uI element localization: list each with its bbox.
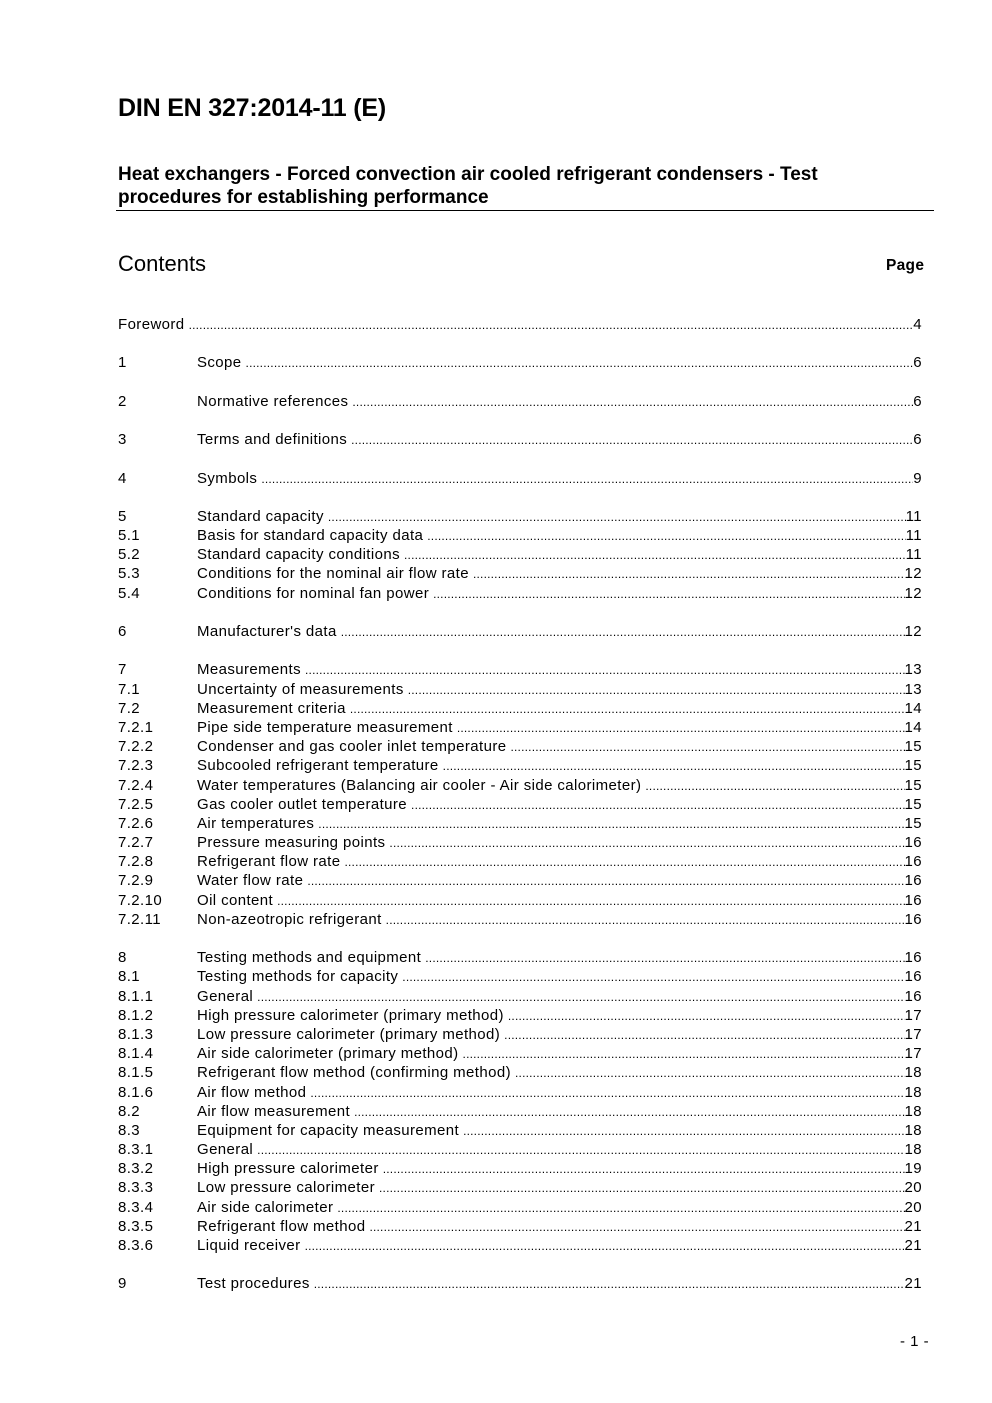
toc-dot-leader: [350, 700, 905, 719]
toc-dot-leader: [383, 1160, 905, 1179]
toc-entry-number: 7.2.3: [118, 757, 154, 775]
toc-entry-page: 21: [904, 1237, 922, 1254]
toc-entry[interactable]: [118, 584, 922, 603]
toc-dot-leader: [425, 949, 904, 968]
toc-entry-title: High pressure calorimeter (primary method): [197, 1006, 504, 1024]
toc-entry[interactable]: [118, 660, 922, 679]
toc-dot-leader: [402, 968, 904, 987]
toc-dot-leader: [379, 1179, 905, 1198]
page-column-label: Page: [886, 257, 925, 274]
toc-entry-title: Liquid receiver: [197, 1237, 301, 1254]
toc-entry[interactable]: [118, 1121, 922, 1140]
toc-entry[interactable]: [118, 948, 922, 967]
toc-entry-title: General: [197, 987, 254, 1005]
toc-entry-number: 7.2: [118, 699, 141, 717]
toc-entry-number: 8.1.5: [118, 1064, 154, 1082]
toc-entry-page: 19: [904, 1160, 922, 1178]
toc-entry-number: 8.3: [118, 1121, 141, 1139]
toc-entry-page: 11: [905, 507, 922, 525]
toc-entry[interactable]: [118, 1006, 922, 1025]
toc-entry-title: Symbols: [197, 469, 258, 487]
toc-entry-page: 14: [904, 699, 922, 717]
toc-entry-page: 16: [904, 949, 922, 967]
toc-entry-number: 5: [118, 507, 127, 525]
toc-entry-title: Non-azeotropic refrigerant: [197, 910, 382, 928]
toc-entry-number: 5.2: [118, 546, 141, 564]
toc-entry-title: Air flow method: [197, 1083, 307, 1101]
toc-entry[interactable]: [118, 718, 922, 737]
toc-entry[interactable]: [118, 1236, 922, 1255]
toc-entry[interactable]: [118, 910, 922, 929]
toc-entry[interactable]: [118, 353, 922, 372]
toc-entry-number: 5.1: [118, 527, 141, 545]
toc-entry-page: 17: [904, 1006, 922, 1024]
toc-entry-title: Testing methods for capacity: [197, 968, 399, 986]
toc-entry-page: 15: [904, 738, 922, 756]
toc-entry-title: Terms and definitions: [197, 431, 348, 449]
toc-entry-title: Oil content: [197, 891, 274, 909]
toc-dot-leader: [352, 393, 913, 412]
toc-dot-leader: [515, 1064, 905, 1083]
toc-entry-title: Test procedures: [197, 1275, 310, 1293]
toc-dot-leader: [277, 892, 904, 911]
toc-entry-title: Water flow rate: [197, 872, 304, 890]
toc-entry-number: 8.3.6: [118, 1237, 154, 1254]
toc-entry-number: 7.2.11: [118, 910, 161, 928]
toc-dot-leader: [443, 757, 905, 776]
toc-entry-title: Air temperatures: [197, 814, 315, 832]
toc-entry-page: 6: [913, 431, 922, 449]
toc-entry[interactable]: [118, 756, 922, 775]
toc-entry[interactable]: [118, 1178, 922, 1197]
toc-dot-leader: [457, 719, 905, 738]
toc-entry-number: 6: [118, 623, 127, 640]
toc-entry-number: 7.2.9: [118, 872, 154, 890]
toc-entry-title: Standard capacity conditions: [197, 546, 400, 564]
toc-dot-leader: [369, 1218, 904, 1237]
toc-entry[interactable]: [118, 1274, 922, 1293]
toc-dot-leader: [386, 911, 905, 930]
toc-dot-leader: [314, 1275, 905, 1294]
toc-entry-number: 7.2.5: [118, 795, 154, 813]
toc-entry[interactable]: [118, 987, 922, 1006]
toc-entry[interactable]: [118, 1063, 922, 1082]
toc-dot-leader: [246, 354, 914, 373]
toc-entry-number: 7.2.7: [118, 834, 154, 852]
toc-entry-title: Equipment for capacity measurement: [197, 1121, 460, 1139]
toc-entry-title: Normative references: [197, 392, 349, 410]
toc-entry[interactable]: [118, 776, 922, 795]
toc-entry-page: 20: [904, 1198, 922, 1216]
toc-entry[interactable]: [118, 852, 922, 871]
toc-entry[interactable]: [118, 967, 922, 986]
toc-entry-page: 16: [904, 872, 922, 890]
toc-entry-page: 12: [904, 584, 922, 602]
toc-dot-leader: [389, 834, 904, 853]
toc-entry-title: Conditions for the nominal air flow rate: [197, 565, 469, 583]
toc-entry[interactable]: [118, 1044, 922, 1063]
toc-entry-page: 15: [904, 776, 922, 794]
toc-entry[interactable]: [118, 1198, 922, 1217]
toc-entry[interactable]: [118, 564, 922, 583]
toc-entry[interactable]: [118, 1102, 922, 1121]
footer-page-number: - 1 -: [900, 1333, 930, 1350]
toc-dot-leader: [510, 738, 904, 757]
toc-entry-page: 18: [904, 1064, 922, 1082]
toc-entry[interactable]: [118, 507, 922, 526]
toc-entry-number: 8.1.4: [118, 1045, 154, 1063]
toc-entry-title: Basis for standard capacity data: [197, 527, 424, 545]
toc-entry[interactable]: [118, 814, 922, 833]
toc-entry-title: Low pressure calorimeter: [197, 1179, 375, 1197]
toc-entry[interactable]: [118, 1217, 922, 1236]
toc-entry-page: 18: [904, 1121, 922, 1139]
toc-entry-number: 7.2.4: [118, 776, 154, 794]
toc-entry[interactable]: [118, 622, 922, 641]
toc-entry-title: Scope: [197, 354, 242, 372]
toc-entry-page: 16: [904, 853, 922, 871]
toc-entry-number: 2: [118, 392, 127, 410]
toc-entry[interactable]: [118, 315, 922, 334]
toc-dot-leader: [310, 1084, 904, 1103]
toc-entry-number: 7.2.8: [118, 853, 154, 871]
toc-entry-page: 6: [913, 392, 922, 410]
toc-dot-leader: [318, 815, 904, 834]
toc-dot-leader: [473, 565, 905, 584]
toc-entry-title: Measurement criteria: [197, 699, 346, 717]
toc-entry-number: 7.2.10: [118, 891, 163, 909]
toc-dot-leader: [463, 1045, 905, 1064]
toc-dot-leader: [307, 872, 904, 891]
toc-entry[interactable]: [118, 1025, 922, 1044]
toc-dot-leader: [261, 470, 913, 489]
toc-entry-title: Refrigerant flow method (confirming method): [197, 1064, 511, 1082]
toc-entry-page: 21: [904, 1275, 922, 1293]
toc-entry-title: Conditions for nominal fan power: [197, 584, 430, 602]
toc-entry-title: Air flow measurement: [197, 1102, 351, 1120]
toc-dot-leader: [463, 1122, 904, 1141]
toc-dot-leader: [508, 1007, 905, 1026]
toc-entry-page: 18: [904, 1083, 922, 1101]
toc-entry[interactable]: [118, 699, 922, 718]
toc-entry-page: 13: [904, 661, 922, 679]
toc-entry-page: 21: [904, 1217, 922, 1235]
toc-entry-number: 8.3.3: [118, 1179, 154, 1197]
toc-dot-leader: [344, 853, 904, 872]
toc-entry-number: 8.3.4: [118, 1198, 154, 1216]
toc-entry-number: 8.2: [118, 1102, 141, 1120]
toc-entry[interactable]: [118, 392, 922, 411]
toc-entry-title: Air side calorimeter (primary method): [197, 1045, 459, 1063]
toc-entry[interactable]: [118, 1159, 922, 1178]
toc-dot-leader: [337, 1199, 904, 1218]
toc-entry-number: 9: [118, 1275, 127, 1293]
toc-entry-title: Foreword: [118, 316, 185, 333]
toc-dot-leader: [257, 1141, 904, 1160]
toc-entry-title: Pipe side temperature measurement: [197, 718, 453, 736]
toc-entry-page: 13: [904, 680, 922, 698]
toc-entry-page: 15: [904, 757, 922, 775]
toc-entry-number: 7.2.1: [118, 718, 154, 736]
toc-entry-page: 20: [904, 1179, 922, 1197]
toc-entry-title: Refrigerant flow method: [197, 1217, 366, 1235]
toc-entry-number: 4: [118, 469, 127, 487]
toc-dot-leader: [305, 1237, 905, 1256]
toc-entry-page: 15: [904, 795, 922, 813]
toc-entry-number: 7.2.2: [118, 738, 154, 756]
toc-entry-number: 8.3.1: [118, 1141, 154, 1159]
toc-entry-title: Gas cooler outlet temperature: [197, 795, 408, 813]
toc-entry-title: Manufacturer's data: [197, 623, 337, 640]
toc-entry-page: 12: [904, 623, 922, 640]
toc-entry[interactable]: [118, 1083, 922, 1102]
toc-entry-title: Water temperatures (Balancing air cooler - Air side calorimeter): [197, 776, 642, 794]
toc-dot-leader: [328, 508, 906, 527]
toc-entry-page: 17: [904, 1025, 922, 1043]
toc-entry-number: 8.3.2: [118, 1160, 154, 1178]
toc-entry-number: 8: [118, 949, 127, 967]
toc-dot-leader: [351, 431, 913, 450]
toc-entry-page: 16: [904, 987, 922, 1005]
toc-entry-title: Uncertainty of measurements: [197, 680, 404, 698]
toc-entry-page: 14: [904, 718, 922, 736]
toc-entry-page: 4: [913, 316, 922, 333]
toc-entry-number: 8.3.5: [118, 1217, 154, 1235]
toc-entry[interactable]: [118, 526, 922, 545]
toc-entry-number: 7.1: [118, 680, 141, 698]
toc-entry-number: 3: [118, 431, 127, 449]
toc-entry-title: Testing methods and equipment: [197, 949, 422, 967]
toc-entry-page: 17: [904, 1045, 922, 1063]
toc-dot-leader: [305, 661, 904, 680]
toc-entry-page: 9: [913, 469, 922, 487]
toc-entry[interactable]: [118, 737, 922, 756]
toc-entry-page: 18: [904, 1141, 922, 1159]
toc-entry-number: 5.4: [118, 584, 141, 602]
toc-dot-leader: [504, 1026, 904, 1045]
toc-entry-title: Subcooled refrigerant temperature: [197, 757, 439, 775]
toc-entry-page: 16: [904, 891, 922, 909]
toc-entry-number: 8.1.3: [118, 1025, 154, 1043]
toc-entry-page: 6: [913, 354, 922, 372]
toc-dot-leader: [341, 623, 905, 642]
toc-entry-title: Pressure measuring points: [197, 834, 386, 852]
toc-entry-page: 11: [905, 527, 922, 545]
toc-entry[interactable]: [118, 469, 922, 488]
toc-entry-number: 8.1.2: [118, 1006, 154, 1024]
toc-entry-page: 16: [904, 968, 922, 986]
toc-entry-title: Low pressure calorimeter (primary method): [197, 1025, 501, 1043]
toc-entry-title: Refrigerant flow rate: [197, 853, 341, 871]
table-of-contents: [118, 315, 922, 1294]
toc-entry-page: 11: [905, 546, 922, 564]
toc-entry-title: Air side calorimeter: [197, 1198, 334, 1216]
toc-entry[interactable]: [118, 545, 922, 564]
toc-entry-number: 8.1: [118, 968, 141, 986]
document-subtitle: Heat exchangers - Forced convection air cooled refrigerant condensers - Test procedures for establishing performance: [118, 164, 818, 208]
toc-entry-title: High pressure calorimeter: [197, 1160, 379, 1178]
toc-entry-page: 16: [904, 910, 922, 928]
toc-dot-leader: [411, 796, 904, 815]
toc-entry-page: 18: [904, 1102, 922, 1120]
toc-dot-leader: [257, 988, 904, 1007]
toc-dot-leader: [433, 585, 904, 604]
title-rule: [116, 210, 934, 211]
toc-dot-leader: [427, 527, 905, 546]
toc-entry-number: 5.3: [118, 565, 141, 583]
toc-entry-number: 1: [118, 354, 127, 372]
toc-entry[interactable]: [118, 430, 922, 449]
toc-entry-page: 12: [904, 565, 922, 583]
toc-entry[interactable]: [118, 795, 922, 814]
toc-entry[interactable]: [118, 1140, 922, 1159]
toc-entry-number: 8.1.1: [118, 987, 154, 1005]
toc-entry-title: General: [197, 1141, 254, 1159]
toc-dot-leader: [189, 316, 914, 335]
toc-dot-leader: [354, 1103, 904, 1122]
toc-dot-leader: [645, 777, 904, 796]
toc-entry[interactable]: [118, 871, 922, 890]
toc-entry-number: 7.2.6: [118, 814, 154, 832]
toc-entry-page: 15: [904, 814, 922, 832]
toc-entry-title: Condenser and gas cooler inlet temperature: [197, 738, 507, 756]
toc-entry-title: Measurements: [197, 661, 302, 679]
toc-entry-number: 7: [118, 661, 127, 679]
toc-entry[interactable]: [118, 891, 922, 910]
toc-dot-leader: [404, 546, 906, 565]
toc-entry-page: 16: [904, 834, 922, 852]
toc-entry-title: Standard capacity: [197, 507, 324, 525]
toc-dot-leader: [408, 681, 905, 700]
toc-entry[interactable]: [118, 680, 922, 699]
document-title: DIN EN 327:2014-11 (E): [118, 94, 386, 122]
toc-entry[interactable]: [118, 833, 922, 852]
toc-entry-number: 8.1.6: [118, 1083, 154, 1101]
contents-heading: Contents: [118, 251, 207, 276]
